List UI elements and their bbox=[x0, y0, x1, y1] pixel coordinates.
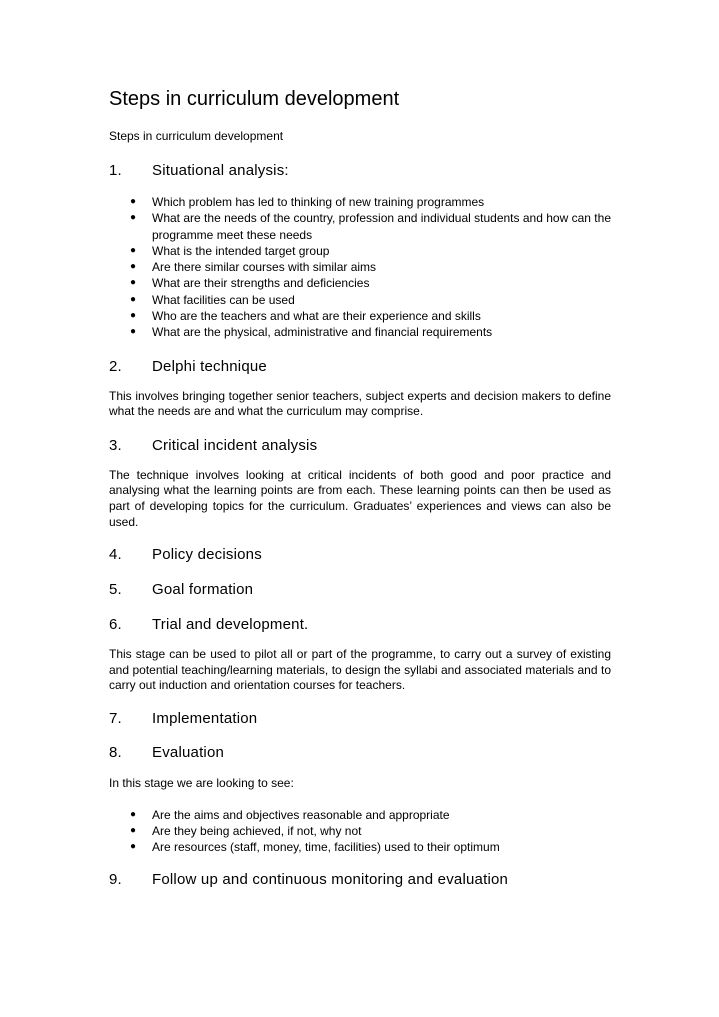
list-item: ● Are resources (staff, money, time, facilities) used to their optimum bbox=[109, 839, 611, 855]
bullet-icon: ● bbox=[130, 326, 137, 338]
section-title: Policy decisions bbox=[152, 546, 262, 564]
section-number: 3. bbox=[109, 436, 122, 454]
section-9-heading bbox=[109, 870, 611, 890]
section-title: Critical incident analysis bbox=[152, 436, 318, 454]
section-title: Situational analysis: bbox=[152, 162, 289, 179]
list-item: ● What are the needs of the country, profession and individual students and how can the programme meet these needs bbox=[109, 210, 611, 243]
section-number: 7. bbox=[109, 710, 122, 728]
section-title: Evaluation bbox=[152, 744, 225, 762]
list-item: ● What is the intended target group bbox=[109, 243, 611, 259]
section-title: Follow up and continuous monitoring and evaluation bbox=[152, 870, 509, 888]
document-title: Steps in curriculum development bbox=[109, 88, 400, 110]
bullet-icon: ● bbox=[130, 841, 137, 853]
section-5-heading bbox=[109, 580, 611, 600]
section-6-heading bbox=[109, 615, 611, 635]
list-item: ● What are the physical, administrative and financial requirements bbox=[109, 324, 611, 340]
list-item: ● What are their strengths and deficiencies bbox=[109, 275, 611, 291]
list-item: ● Who are the teachers and what are their experience and skills bbox=[109, 308, 611, 324]
section-title: Delphi technique bbox=[152, 357, 267, 375]
bullet-icon: ● bbox=[130, 293, 137, 305]
section-title: Implementation bbox=[152, 710, 258, 728]
list-item: ● Which problem has led to thinking of new training programmes bbox=[109, 194, 611, 210]
list-item: ● Are the aims and objectives reasonable and appropriate bbox=[109, 807, 611, 823]
section-title: Trial and development. bbox=[152, 616, 309, 634]
bullet-icon: ● bbox=[130, 244, 137, 256]
section-4-heading bbox=[109, 545, 611, 565]
section-number: 2. bbox=[109, 357, 122, 375]
bullet-icon: ● bbox=[130, 310, 137, 322]
bullet-icon: ● bbox=[130, 824, 137, 836]
section-8-heading bbox=[109, 743, 611, 763]
section-number: 5. bbox=[109, 581, 122, 599]
situational-analysis-list bbox=[109, 194, 611, 341]
section-number: 1. bbox=[109, 162, 122, 179]
section-number: 4. bbox=[109, 546, 122, 564]
document-page bbox=[109, 86, 611, 890]
section-2-body: This involves bringing together senior teachers, subject experts and decision makers to define what the needs are and what the curriculum may comprise. bbox=[109, 388, 611, 419]
section-title: Goal formation bbox=[152, 581, 254, 599]
list-item: ● What facilities can be used bbox=[109, 292, 611, 308]
bullet-icon: ● bbox=[130, 212, 137, 224]
document-subtitle: Steps in curriculum development bbox=[109, 129, 284, 143]
bullet-icon: ● bbox=[130, 196, 137, 207]
section-3-heading bbox=[109, 436, 611, 456]
section-number: 6. bbox=[109, 616, 122, 634]
list-item: ● Are they being achieved, if not, why not bbox=[109, 823, 611, 839]
list-item: ● Are there similar courses with similar aims bbox=[109, 259, 611, 275]
section-number: 8. bbox=[109, 744, 122, 762]
section-7-heading bbox=[109, 709, 611, 729]
section-number: 9. bbox=[109, 870, 122, 888]
section-1-heading bbox=[109, 161, 611, 181]
bullet-icon: ● bbox=[130, 277, 137, 289]
section-8-body: In this stage we are looking to see: bbox=[109, 776, 294, 791]
section-6-body: This stage can be used to pilot all or part of the programme, to carry out a survey of existing and potential teaching/learning materials, to design the syllabi and associated materials and to carry out induction and orientation courses for teachers. bbox=[109, 647, 611, 693]
bullet-icon: ● bbox=[130, 261, 137, 273]
section-3-body: The technique involves looking at critical incidents of both good and poor practice and analysing what the learning points are from each. These learning points can then be used as part of developing topics for the curriculum. Graduates’ experiences and views can also be used. bbox=[109, 467, 611, 529]
bullet-icon: ● bbox=[130, 808, 137, 820]
evaluation-list bbox=[109, 807, 611, 856]
section-2-heading bbox=[109, 357, 611, 377]
